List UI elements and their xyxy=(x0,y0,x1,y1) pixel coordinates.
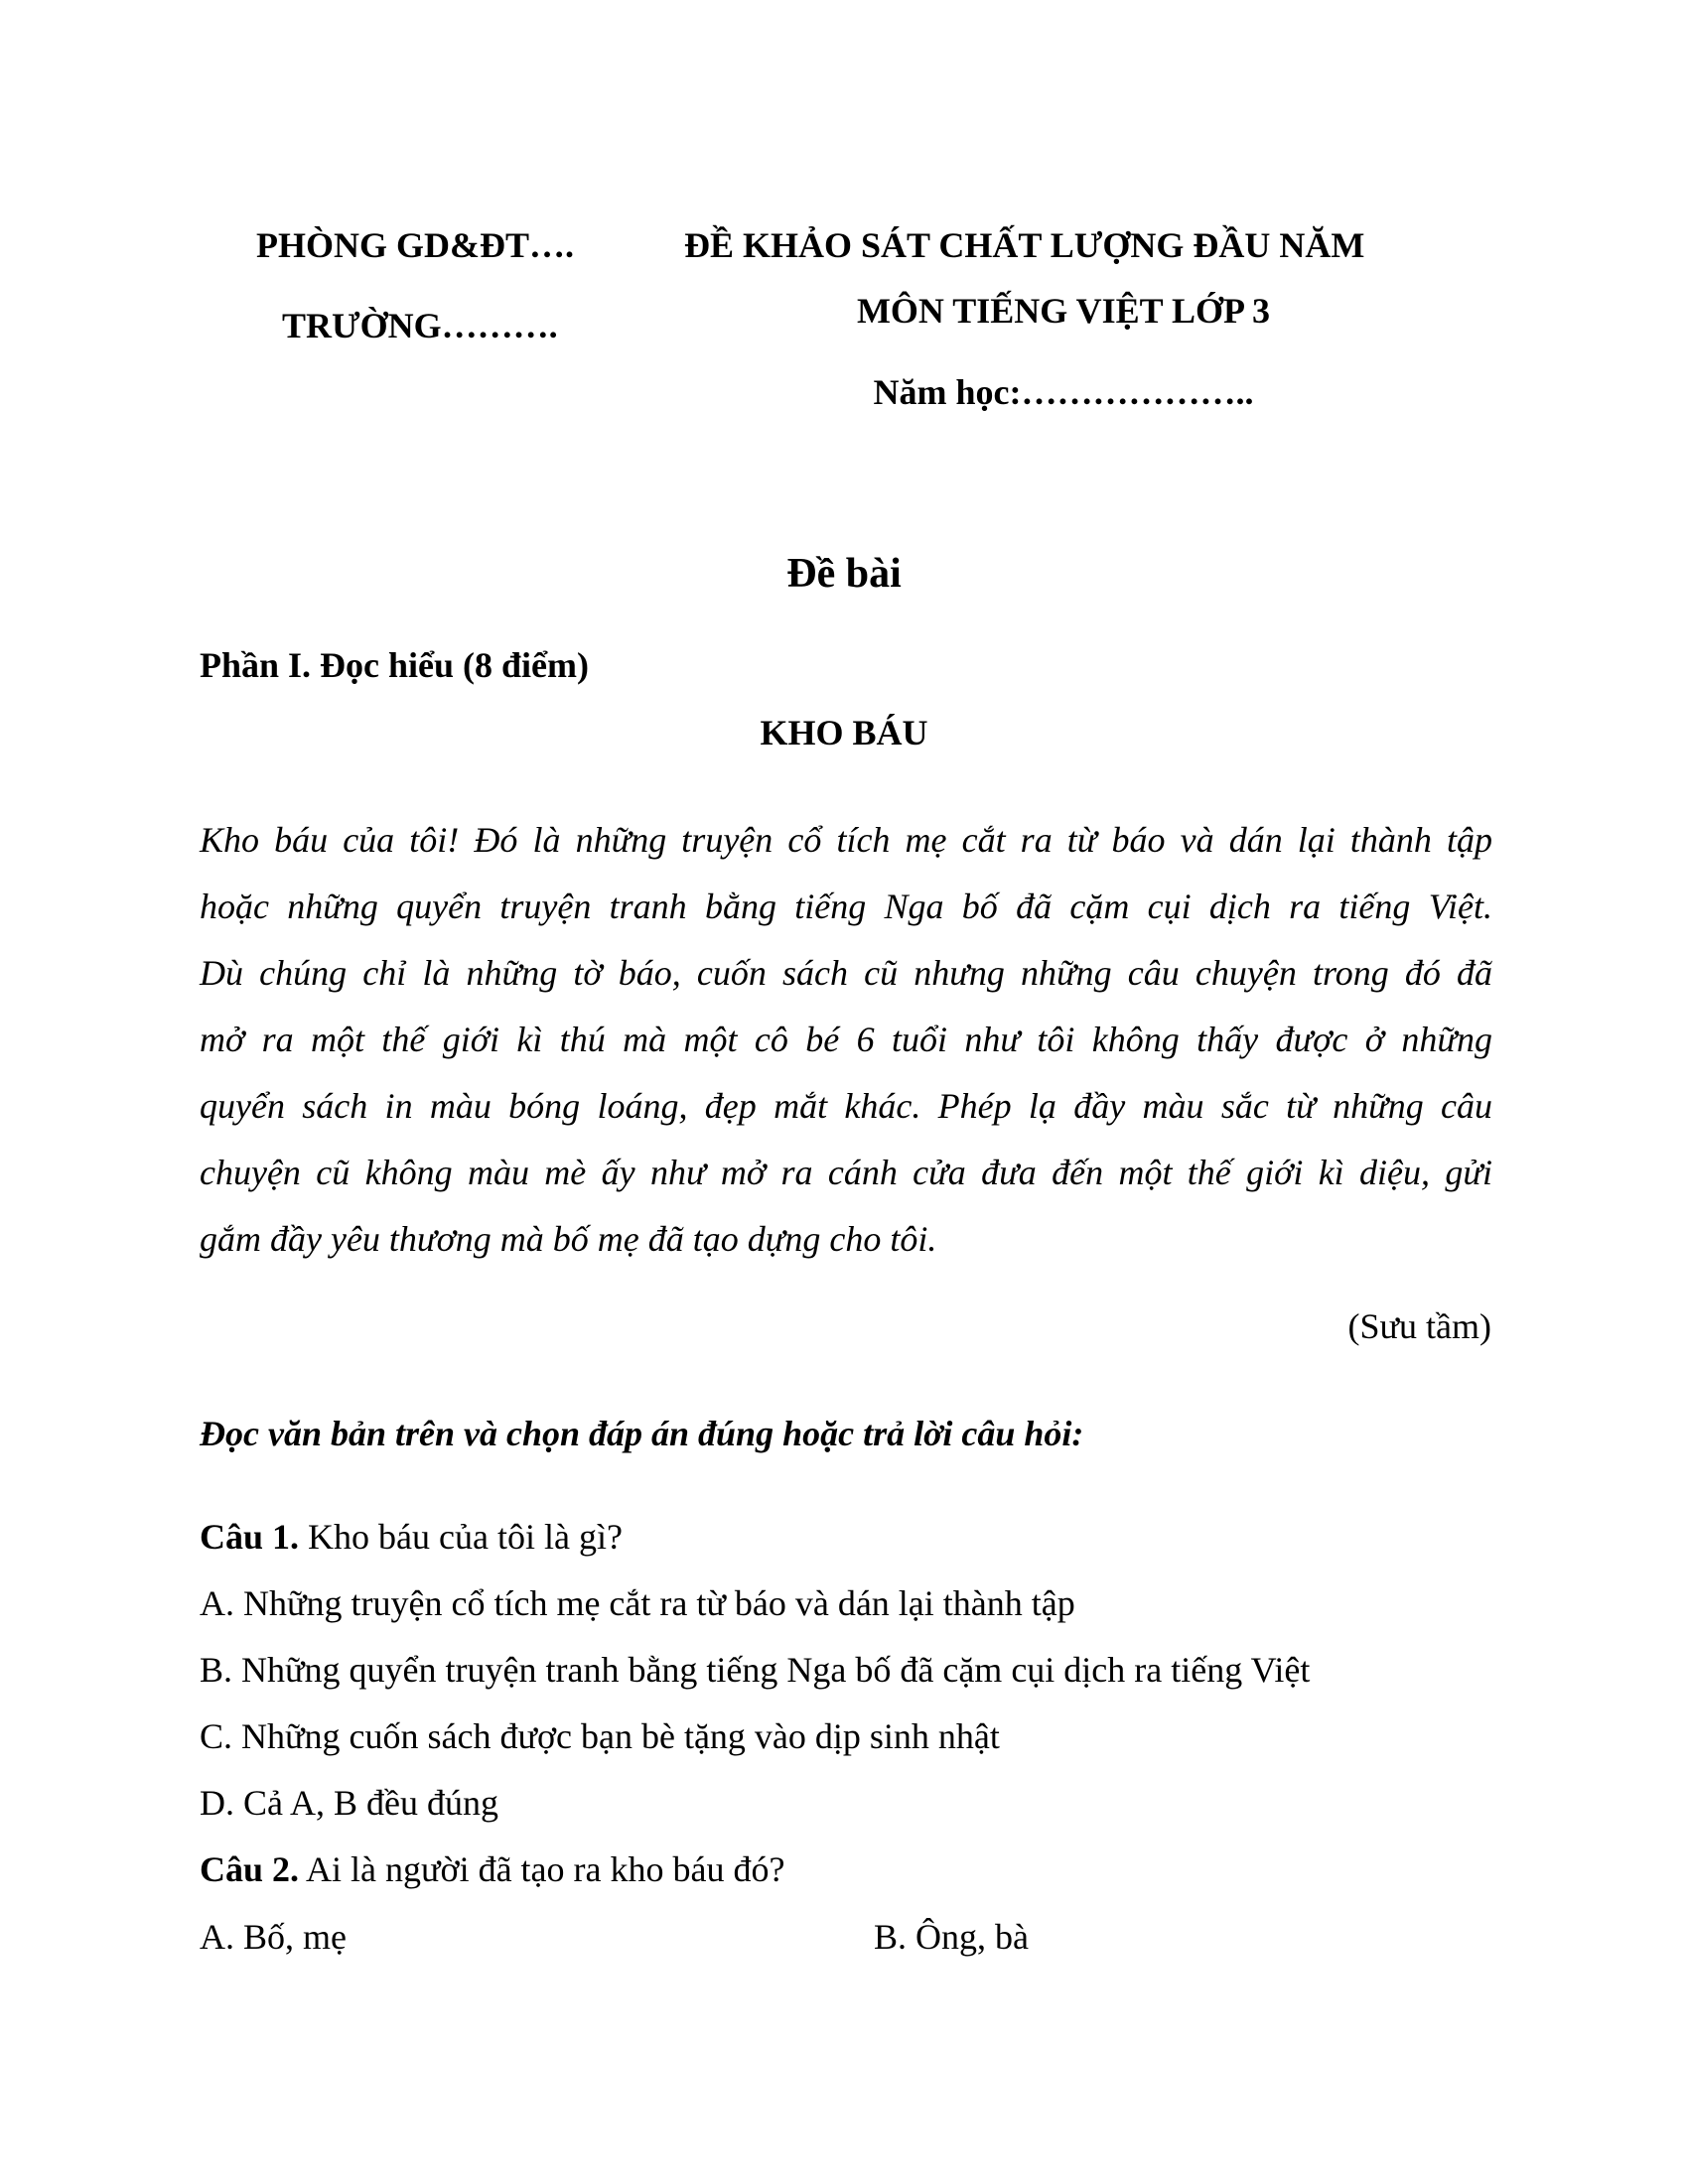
passage-line: mở ra một thế giới kì thú mà một cô bé 6 tuổi như tôi không thấy được ở những xyxy=(200,1020,1492,1059)
instruction-text: Đọc văn bản trên và chọn đáp án đúng hoặc trả lời câu hỏi: xyxy=(200,1414,1084,1453)
exam-subject: MÔN TIẾNG VIỆT LỚP 3 xyxy=(856,291,1271,331)
question-1-option-a: A. Những truyện cổ tích mẹ cắt ra từ báo và dán lại thành tập xyxy=(200,1583,1075,1623)
reading-passage xyxy=(200,807,1492,1273)
passage-line: Kho báu của tôi! Đó là những truyện cổ tích mẹ cắt ra từ báo và dán lại thành tập xyxy=(200,820,1492,860)
story-title: KHO BÁU xyxy=(760,713,928,752)
passage-source: (Sưu tầm) xyxy=(1347,1306,1491,1346)
question-text: Kho báu của tôi là gì? xyxy=(299,1517,623,1557)
school-year: Năm học:……………….. xyxy=(873,372,1254,412)
question-2-option-a: A. Bố, mẹ xyxy=(200,1917,347,1957)
school-name: TRƯỜNG………. xyxy=(282,306,558,345)
question-2 xyxy=(200,1847,784,1891)
question-text: Ai là người đã tạo ra kho báu đó? xyxy=(299,1849,785,1889)
exam-title: ĐỀ KHẢO SÁT CHẤT LƯỢNG ĐẦU NĂM xyxy=(684,225,1365,265)
passage-line: gắm đầy yêu thương mà bố mẹ đã tạo dựng cho tôi. xyxy=(200,1219,937,1259)
passage-line: hoặc những quyển truyện tranh bằng tiếng Nga bố đã cặm cụi dịch ra tiếng Việt. xyxy=(200,887,1492,926)
section-title: Phần I. Đọc hiểu (8 điểm) xyxy=(200,645,590,685)
question-2-option-b: B. Ông, bà xyxy=(874,1917,1029,1957)
passage-line: quyển sách in màu bóng loáng, đẹp mắt khác. Phép lạ đầy màu sắc từ những câu xyxy=(200,1086,1492,1126)
page-heading: Đề bài xyxy=(786,551,902,597)
question-1-option-d: D. Cả A, B đều đúng xyxy=(200,1783,498,1823)
department-name: PHÒNG GD&ĐT…. xyxy=(256,225,574,265)
passage-line: chuyện cũ không màu mè ấy như mở ra cánh cửa đưa đến một thế giới kì diệu, gửi xyxy=(200,1153,1492,1192)
question-1-option-c: C. Những cuốn sách được bạn bè tặng vào dịp sinh nhật xyxy=(200,1716,1000,1756)
question-1 xyxy=(200,1515,623,1559)
question-1-option-b: B. Những quyển truyện tranh bằng tiếng Nga bố đã cặm cụi dịch ra tiếng Việt xyxy=(200,1650,1311,1690)
question-label: Câu 1. xyxy=(200,1517,300,1557)
passage-line: Dù chúng chỉ là những tờ báo, cuốn sách cũ nhưng những câu chuyện trong đó đã xyxy=(200,953,1492,993)
question-label: Câu 2. xyxy=(200,1849,300,1889)
